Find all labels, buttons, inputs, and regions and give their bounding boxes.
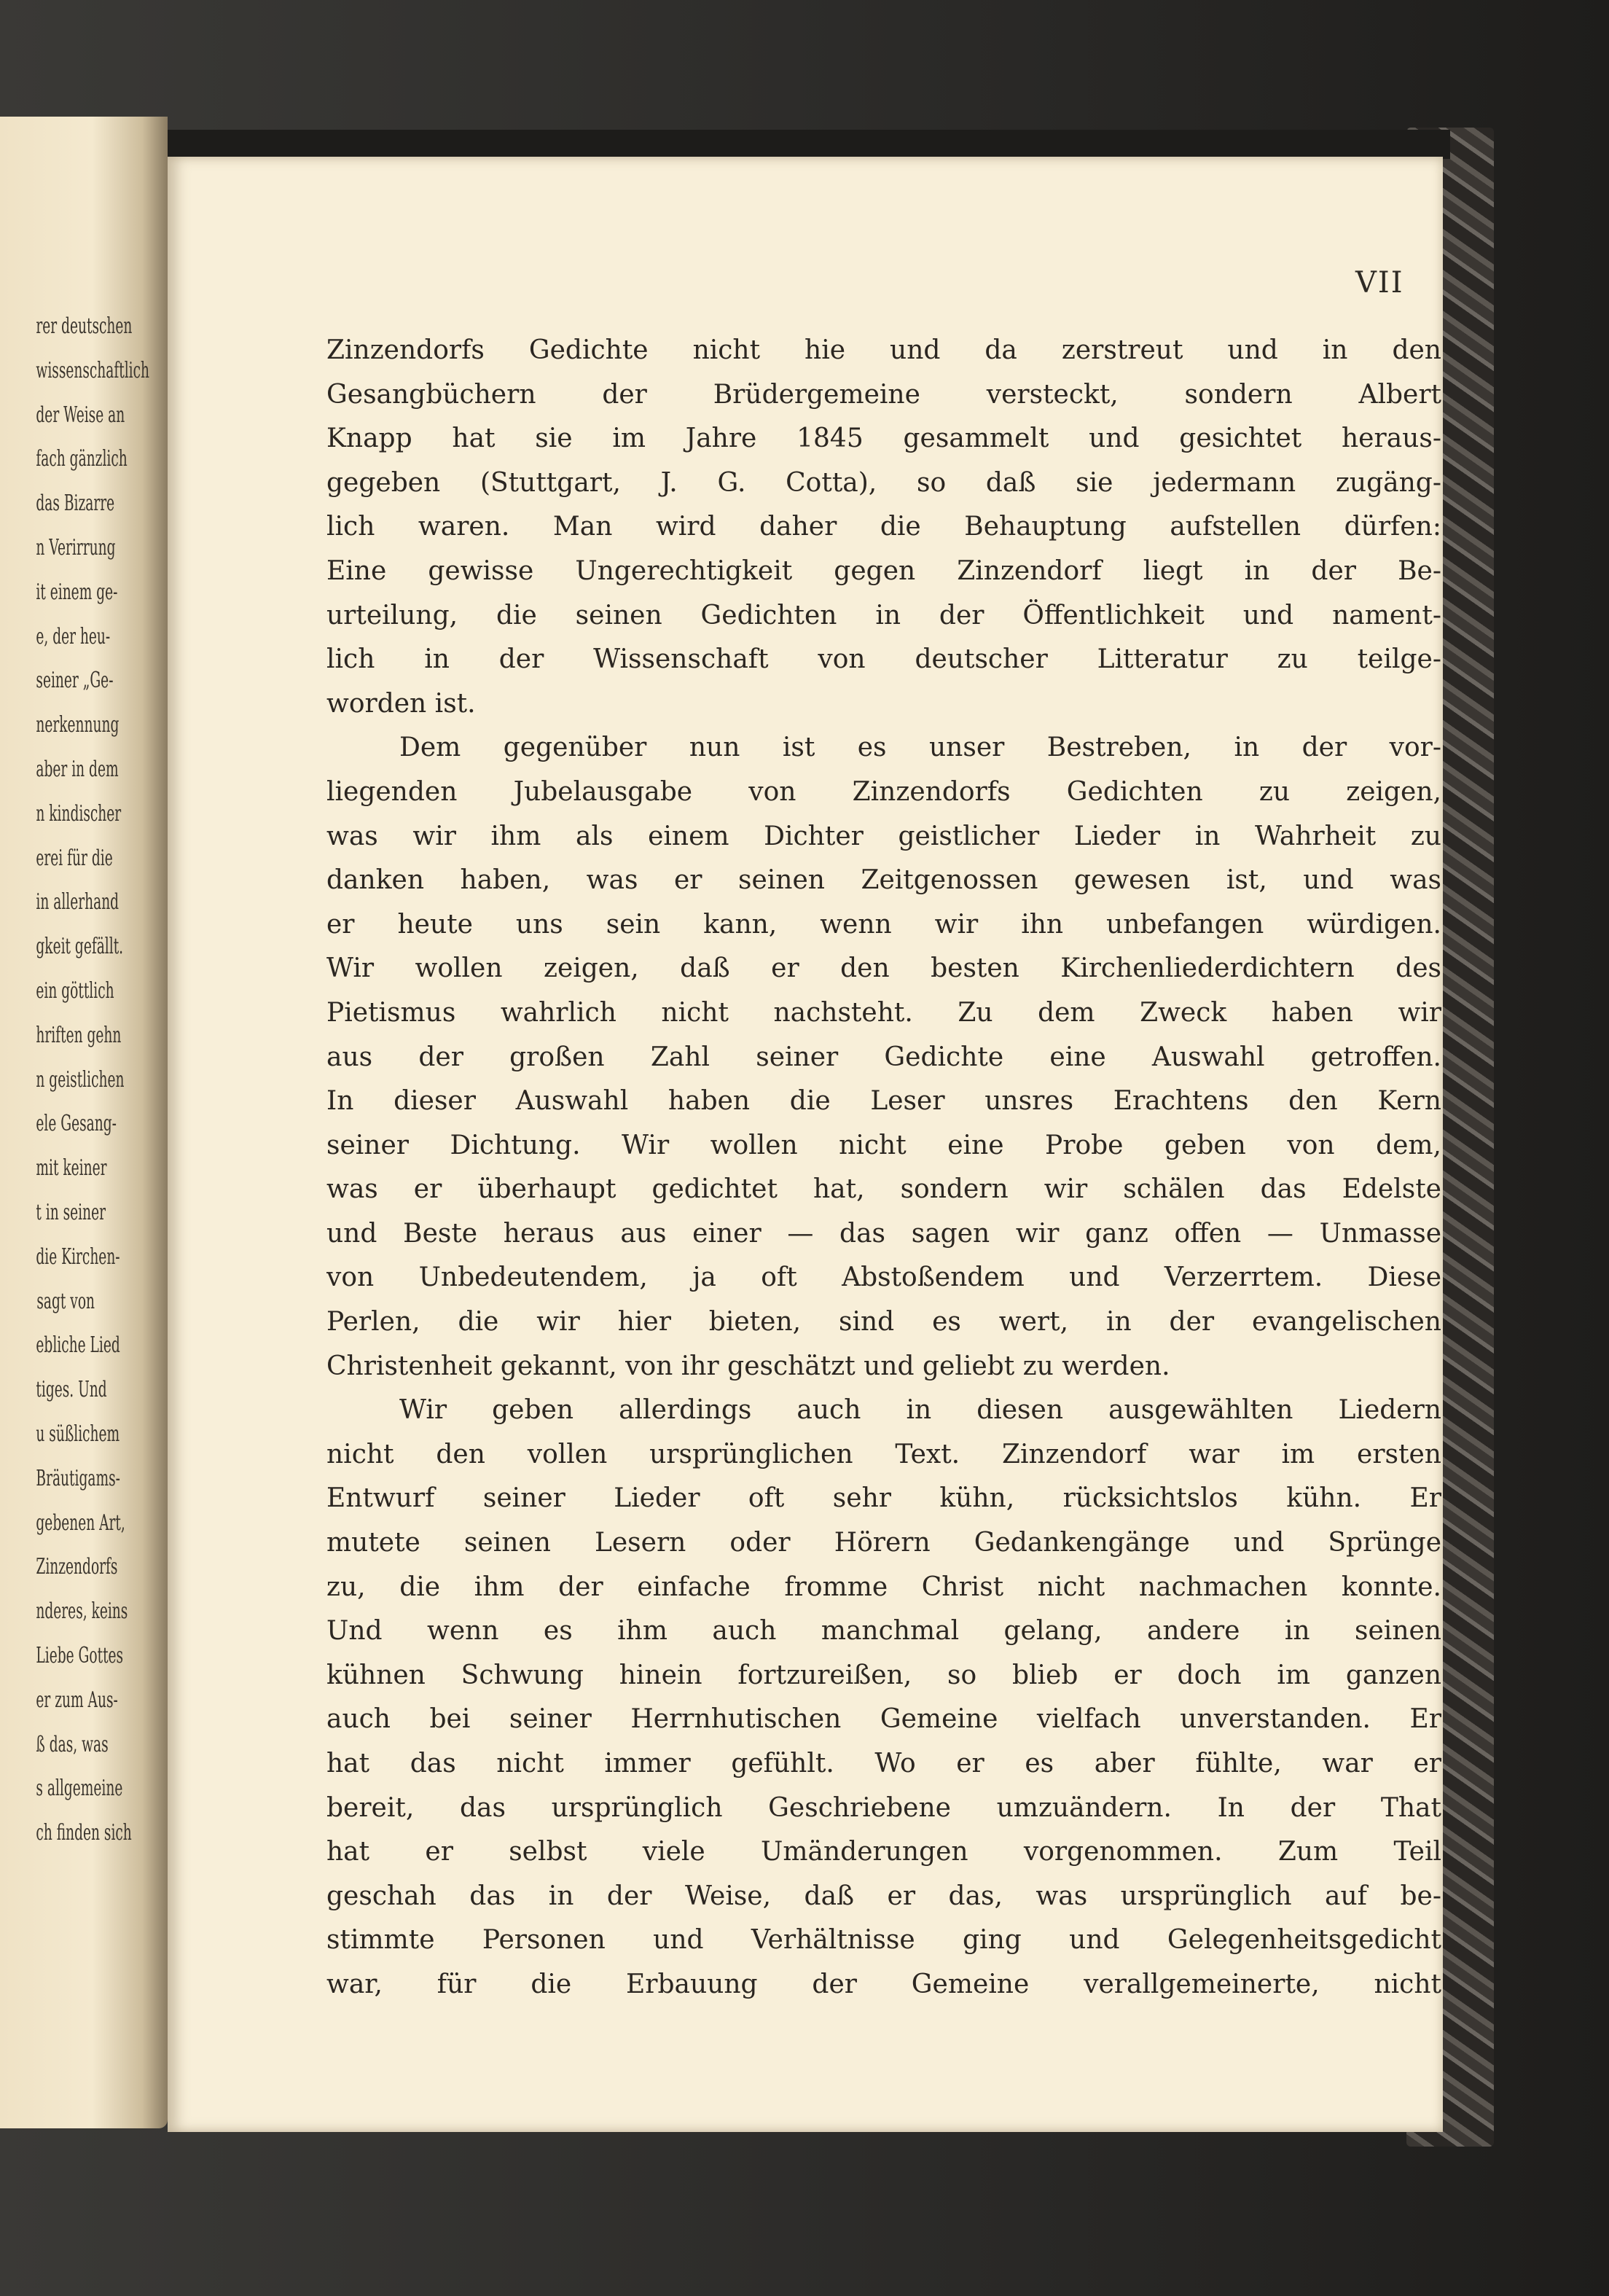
left-page-line: n kindischer <box>36 800 122 827</box>
left-page-line: ele Gesang- <box>36 1111 117 1137</box>
text-line: In dieser Auswahl haben die Leser unsres Erachtens den Kern <box>326 1086 1441 1117</box>
text-line: Knapp hat sie im Jahre 1845 gesammelt und gesichtet heraus- <box>326 423 1441 454</box>
text-line: lich in der Wissenschaft von deutscher Litteratur zu teilge- <box>326 644 1441 675</box>
text-line: was er überhaupt gedichtet hat, sondern wir schälen das Edelste <box>326 1174 1441 1205</box>
text-line: Eine gewisse Ungerechtigkeit gegen Zinzendorf liegt in der Be- <box>326 555 1441 586</box>
left-page-line: ch finden sich <box>36 1820 132 1846</box>
left-page-line: n geistlichen <box>36 1066 125 1093</box>
right-page <box>168 157 1443 2132</box>
text-line: Zinzendorfs Gedichte nicht hie und da zerstreut und in den <box>326 335 1441 365</box>
left-page-text <box>0 305 150 1856</box>
text-line: nicht den vollen ursprünglichen Text. Zinzendorf war im ersten <box>326 1439 1441 1469</box>
left-page-line: hriften gehn <box>36 1022 122 1048</box>
text-line: liegenden Jubelausgabe von Zinzendorfs Gedichten zu zeigen, <box>326 776 1441 807</box>
text-line: Gesangbüchern der Brüdergemeine versteckt, sondern Albert <box>326 379 1441 410</box>
left-page-line: gkeit gefällt. <box>36 934 124 960</box>
text-line: Wir geben allerdings auch in diesen ausgewählten Liedern <box>399 1395 1441 1426</box>
text-line: danken haben, was er seinen Zeitgenossen gewesen ist, und was <box>326 865 1441 896</box>
body-text <box>326 329 1441 2007</box>
left-page-line: er zum Aus- <box>36 1687 118 1713</box>
text-line: aus der großen Zahl seiner Gedichte eine Auswahl getroffen. <box>326 1042 1441 1072</box>
text-line: mutete seinen Lesern oder Hörern Gedankengänge und Sprünge <box>326 1528 1441 1558</box>
left-page-line: fach gänzlich <box>36 446 128 472</box>
left-page-line: Zinzendorfs <box>36 1554 118 1580</box>
text-line: und Beste heraus aus einer — das sagen wir ganz offen — Unmasse <box>326 1218 1441 1249</box>
left-page-line: seiner „Ge- <box>36 668 114 694</box>
text-line: war, für die Erbauung der Gemeine verallgemeinerte, nicht <box>326 1969 1441 1999</box>
left-page-line: Bräutigams- <box>36 1465 120 1491</box>
left-page-line: gebenen Art, <box>36 1510 125 1536</box>
text-line: was wir ihm als einem Dichter geistlicher Lieder in Wahrheit zu <box>326 821 1441 851</box>
left-page-line: tiges. Und <box>36 1377 107 1403</box>
left-page-line: die Kirchen- <box>36 1243 120 1270</box>
left-page-line: wissenschaftlich <box>36 357 150 383</box>
text-line: Perlen, die wir hier bieten, sind es wert, in der evangelischen <box>326 1307 1441 1338</box>
text-line: seiner Dichtung. Wir wollen nicht eine Probe geben von dem, <box>326 1130 1441 1160</box>
left-page <box>0 117 168 2128</box>
text-line: Und wenn es ihm auch manchmal gelang, andere in seinen <box>326 1616 1441 1647</box>
text-line: gegeben (Stuttgart, J. G. Cotta), so daß sie jedermann zugäng- <box>326 467 1441 498</box>
text-line: bereit, das ursprünglich Geschriebene umzuändern. In der That <box>326 1792 1441 1823</box>
text-line: kühnen Schwung hinein fortzureißen, so blieb er doch im ganzen <box>326 1660 1441 1690</box>
page-number: VII <box>1355 266 1404 300</box>
left-page-line: Liebe Gottes <box>36 1642 124 1668</box>
text-line: hat er selbst viele Umänderungen vorgenommen. Zum Teil <box>326 1837 1441 1867</box>
left-page-line: nerkennung <box>36 712 120 738</box>
left-page-line: ß das, was <box>36 1731 109 1757</box>
left-page-line: der Weise an <box>36 402 125 428</box>
left-page-line: s allgemeine <box>36 1776 123 1802</box>
left-page-line: mit keiner <box>36 1155 107 1182</box>
text-line: worden ist. <box>326 688 476 719</box>
text-line: auch bei seiner Herrnhutischen Gemeine vielfach unverstanden. Er <box>326 1704 1441 1735</box>
left-page-line: rer deutschen <box>36 313 133 339</box>
left-page-line: e, der heu- <box>36 623 111 649</box>
book-binding <box>138 130 1450 159</box>
text-line: hat das nicht immer gefühlt. Wo er es aber fühlte, war er <box>326 1749 1441 1778</box>
left-page-line: nderes, keins <box>36 1598 128 1625</box>
text-line: Dem gegenüber nun ist es unser Bestreben, in der vor- <box>399 733 1441 763</box>
text-line: lich waren. Man wird daher die Behauptung aufstellen dürfen: <box>326 512 1441 542</box>
text-line: zu, die ihm der einfache fromme Christ nicht nachmachen konnte. <box>326 1571 1441 1602</box>
text-line: Entwurf seiner Lieder oft sehr kühn, rücksichtslos kühn. Er <box>326 1483 1441 1514</box>
left-page-line: sagt von <box>36 1288 95 1314</box>
text-line: von Unbedeutendem, ja oft Abstoßendem und Verzerrtem. Diese <box>326 1262 1441 1293</box>
left-page-line: erei für die <box>36 845 113 871</box>
text-line: er heute uns sein kann, wenn wir ihn unbefangen würdigen. <box>326 909 1441 940</box>
left-page-line: u süßlichem <box>36 1421 120 1447</box>
text-line: geschah das in der Weise, daß er das, was ursprünglich auf be- <box>326 1881 1441 1911</box>
text-line: Wir wollen zeigen, daß er den besten Kirchenliederdichtern des <box>326 953 1441 984</box>
left-page-line: ein göttlich <box>36 977 114 1004</box>
text-line: Pietismus wahrlich nicht nachsteht. Zu dem Zweck haben wir <box>326 997 1441 1028</box>
left-page-line: n Verirrung <box>36 534 116 561</box>
left-page-line: it einem ge- <box>36 579 118 605</box>
text-line: urteilung, die seinen Gedichten in der Öffentlichkeit und nament- <box>326 600 1441 630</box>
left-page-line: ebliche Lied <box>36 1332 120 1359</box>
left-page-line: das Bizarre <box>36 491 115 517</box>
left-page-line: aber in dem <box>36 756 119 782</box>
left-page-line: in allerhand <box>36 889 120 915</box>
text-line: Christenheit gekannt, von ihr geschätzt und geliebt zu werden. <box>326 1351 1170 1381</box>
left-page-line: t in seiner <box>36 1199 106 1225</box>
text-line: stimmte Personen und Verhältnisse ging und Gelegenheitsgedicht <box>326 1925 1441 1956</box>
